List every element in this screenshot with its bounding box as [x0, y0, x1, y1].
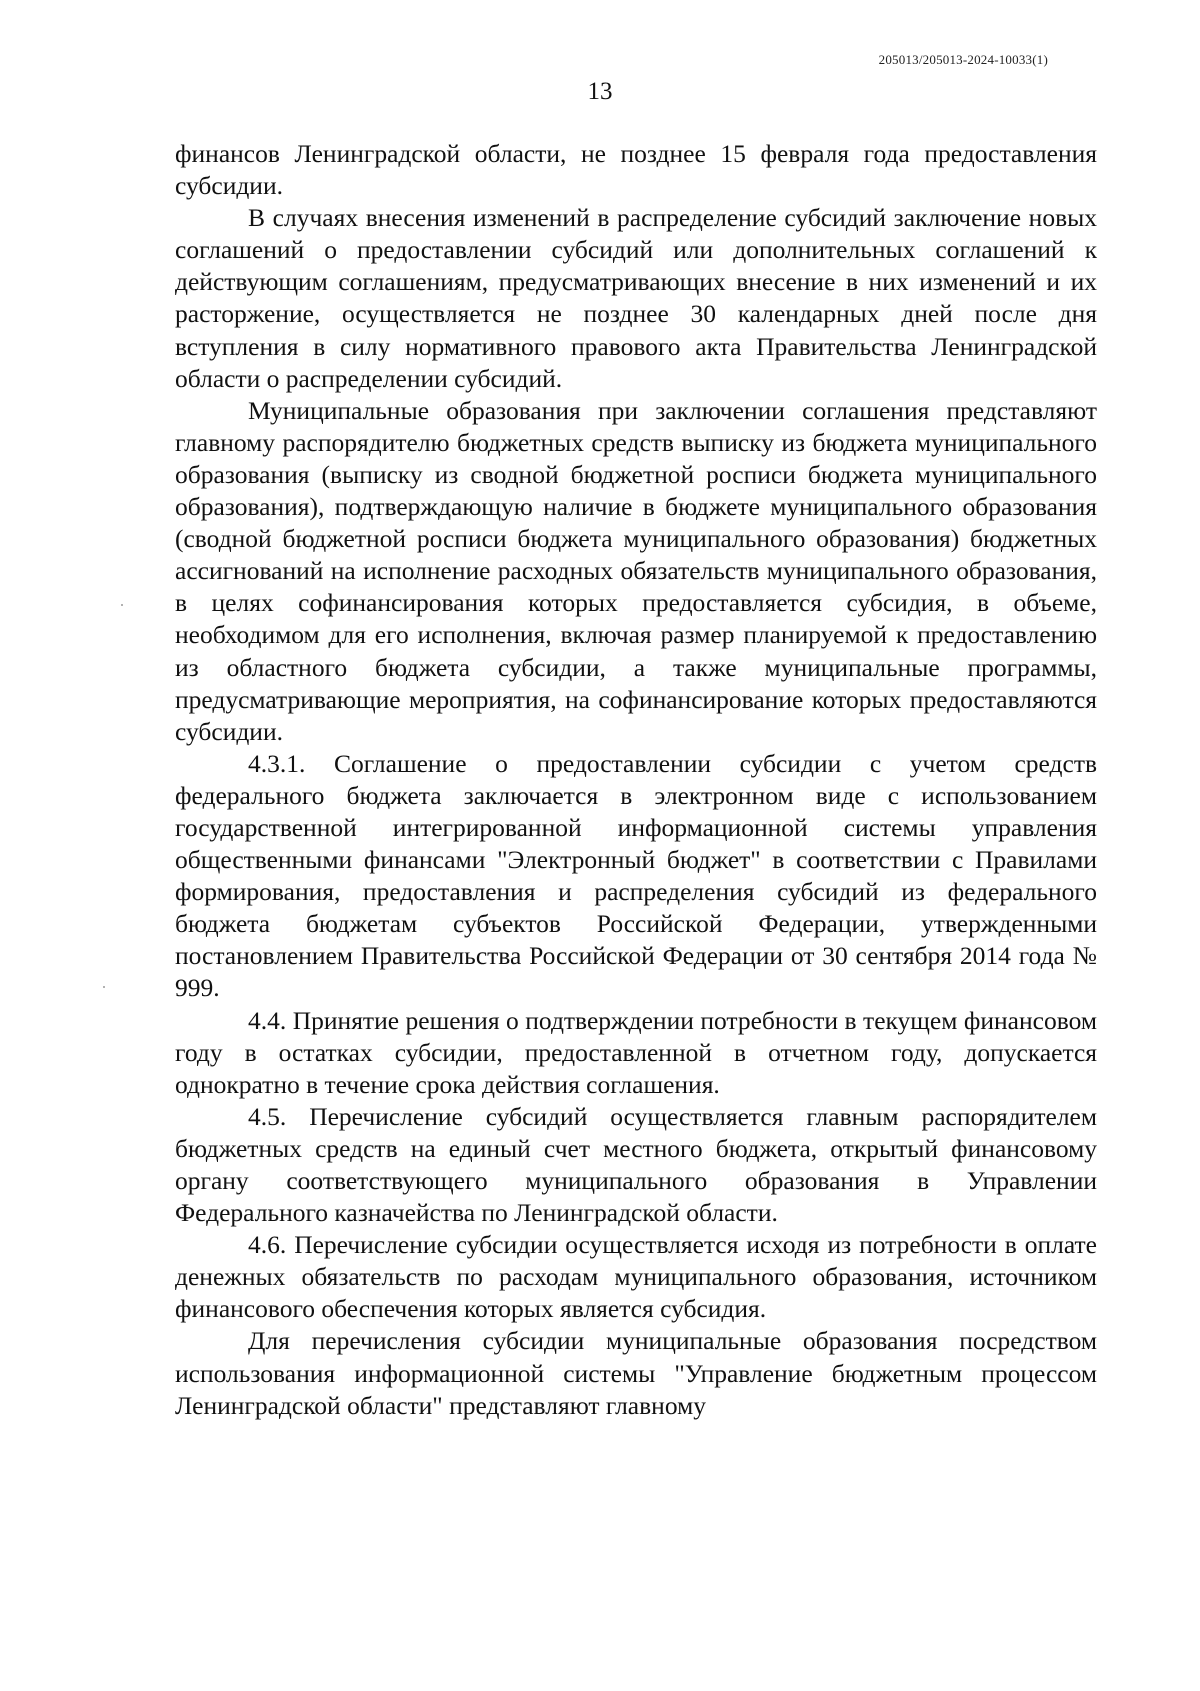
- scan-speck: [103, 986, 105, 988]
- scan-speck: [121, 604, 123, 606]
- document-registration-number: 205013/205013-2024-10033(1): [878, 52, 1048, 67]
- paragraph-municipal-documents: Муниципальные образования при заключении соглашения представляют главному распорядителю бюджетных средств выписку из бюджета муниципального образования (выписку из сводной бюджетной росписи бюджета муниципального образования), подтверждающую наличие в бюджете муниципального образования (сводной бюджетной росписи бюджета муниципального образования) бюджетных ассигнований на исполнение расходных обязательств муниципального образования, в целях софинансирования которых предоставляется субсидия, в объеме, необходимом для его исполнения, включая размер планируемой к предоставлению из областного бюджета субсидии, а также муниципальные программы, предусматривающие мероприятия, на софинансирование которых предоставляются субсидии.: [175, 395, 1097, 746]
- paragraph-agreement-changes: В случаях внесения изменений в распределение субсидий заключение новых соглашений о предоставлении субсидий или дополнительных соглашений к действующим соглашениям, предусматривающих внесение в них изменений и их расторжение, осуществляется не позднее 30 календарных дней после дня вступления в силу нормативного правового акта Правительства Ленинградской области о распределении субсидий.: [175, 203, 1097, 393]
- paragraph-4-6: 4.6. Перечисление субсидии осуществляется исходя из потребности в оплате денежных обязательств по расходам муниципального образования, источником финансового обеспечения которых является субсидия.: [175, 1230, 1097, 1324]
- page-number: 13: [587, 78, 613, 105]
- paragraph-4-5: 4.5. Перечисление субсидий осуществляется главным распорядителем бюджетных средств на единый счет местного бюджета, открытый финансовому органу соответствующего муниципального образования в Управлении Федерального казначейства по Ленинградской области.: [175, 1101, 1097, 1228]
- paragraph-transfer-request: Для перечисления субсидии муниципальные образования посредством использования информационной системы "Управление бюджетным процессом Ленинградской области" представляют главному: [175, 1326, 1097, 1420]
- document-body: [175, 138, 1097, 1422]
- paragraph-4-4: 4.4. Принятие решения о подтверждении потребности в текущем финансовом году в остатках субсидии, предоставленной в отчетном году, допускается однократно в течение срока действия соглашения.: [175, 1005, 1097, 1099]
- paragraph-continuation: финансов Ленинградской области, не позднее 15 февраля года предоставления субсидии.: [175, 139, 1097, 201]
- paragraph-4-3-1: 4.3.1. Соглашение о предоставлении субсидии с учетом средств федерального бюджета заключается в электронном виде с использованием государственной интегрированной информационной системы управления общественными финансами "Электронный бюджет" в соответствии с Правилами формирования, предоставления и распределения субсидий из федерального бюджета бюджетам субъектов Российской Федерации, утвержденными постановлением Правительства Российской Федерации от 30 сентября 2014 года № 999.: [175, 748, 1097, 1003]
